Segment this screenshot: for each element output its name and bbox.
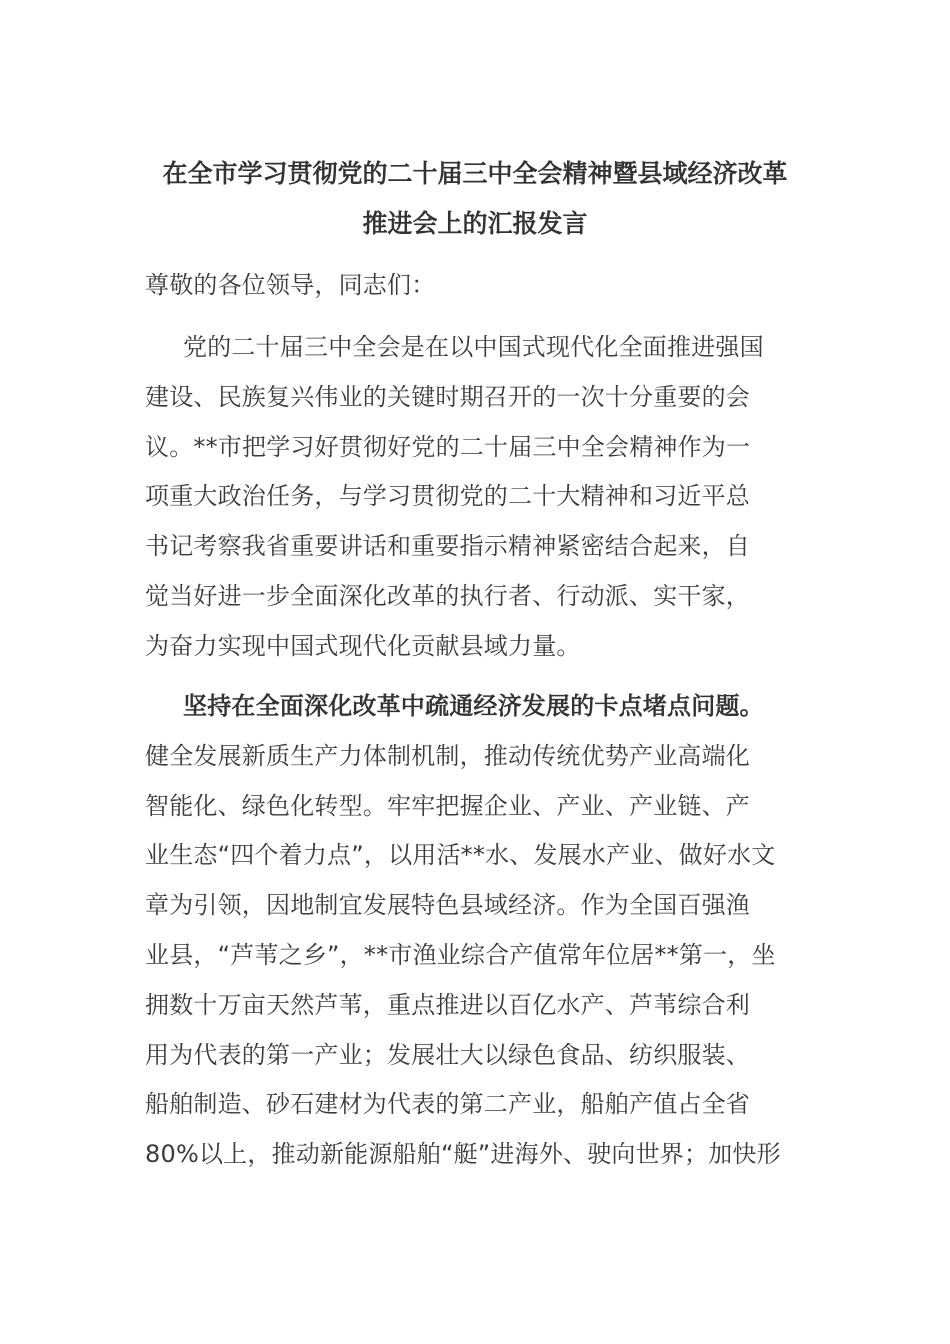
paragraph-1 (145, 323, 807, 672)
paragraph-2-line: 船舶制造、砂石建材为代表的第二产业，船舶产值占全省 (145, 1090, 750, 1119)
paragraph-2-heading-line (145, 682, 807, 732)
paragraph-1-line: 觉当好进一步全面深化改革的执行者、行动派、实干家， (145, 581, 750, 610)
document-title-line-1: 在全市学习贯彻党的二十届三中全会精神暨县域经济改革 (162, 159, 788, 188)
paragraph-2-line: 用为代表的第一产业；发展壮大以绿色食品、纺织服装、 (145, 1040, 750, 1069)
paragraph-1-line: 党的二十届三中全会是在以中国式现代化全面推进强国 (183, 333, 764, 361)
paragraph-1-line: 建设、民族复兴伟业的关键时期召开的一次十分重要的会 (145, 382, 750, 411)
paragraph-1-line: 议。**市把学习好贯彻好党的二十届三中全会精神作为一 (145, 432, 751, 461)
paragraph-2-line: 智能化、绿色化转型。牢牢把握企业、产业、产业链、产 (145, 791, 750, 820)
paragraph-2-line: 业生态“四个着力点”，以用活**水、发展水产业、做好水文 (145, 841, 776, 870)
paragraph-1-line: 为奋力实现中国式现代化贡献县域力量。 (145, 631, 581, 660)
paragraph-2-line: 拥数十万亩天然芦苇，重点推进以百亿水产、芦苇综合利 (145, 990, 750, 1019)
paragraph-2-line: 业县，“芦苇之乡”，**市渔业综合产值常年位居**第一，坐 (145, 940, 776, 969)
paragraph-2-heading: 坚持在全面深化改革中疏通经济发展的卡点堵点问题。 (183, 692, 764, 720)
paragraph-2-line: 80%以上，推动新能源船舶“艇”进海外、驶向世界；加快形 (145, 1140, 781, 1169)
document-title-line-2: 推进会上的汇报发言 (362, 209, 588, 238)
salutation: 尊敬的各位领导，同志们： (145, 271, 436, 299)
paragraph-1-line: 项重大政治任务，与学习贯彻党的二十大精神和习近平总 (145, 482, 750, 511)
paragraph-2-line: 健全发展新质生产力体制机制，推动传统优势产业高端化 (145, 741, 750, 770)
paragraph-1-line: 书记考察我省重要讲话和重要指示精神紧密结合起来，自 (145, 532, 750, 561)
paragraph-2 (145, 682, 807, 1180)
paragraph-2-line: 章为引领，因地制宜发展特色县域经济。作为全国百强渔 (145, 891, 750, 920)
